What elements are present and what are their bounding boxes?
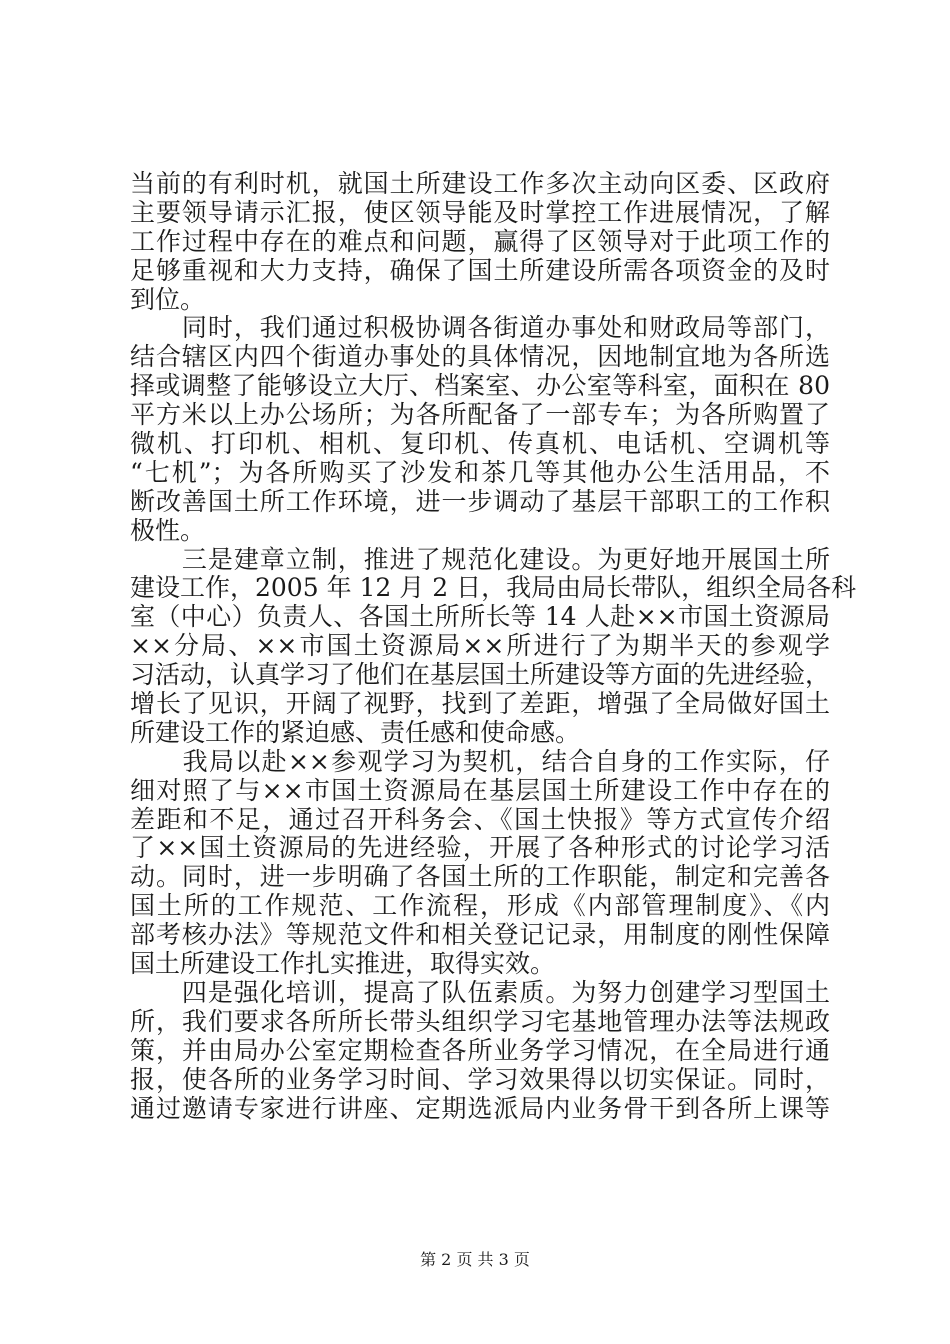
- text-line: 所建设工作的紧迫感、责任感和使命感。: [130, 717, 581, 747]
- text-line: 当前的有利时机，就国土所建设工作多次主动向区委、区政府: [130, 169, 830, 198]
- text-line: 所，我们要求各所所长带头组织学习宅基地管理办法等法规政: [130, 1006, 830, 1036]
- text-line: 动。同时，进一步明确了各国土所的工作职能，制定和完善各: [130, 862, 830, 892]
- text-line: 平方米以上办公场所；为各所配备了一部专车；为各所购置了: [130, 400, 830, 430]
- text-line: 差距和不足，通过召开科务会、《国土快报》等方式宣传介绍: [130, 804, 830, 834]
- text-line: 习活动，认真学习了他们在基层国土所建设等方面的先进经验，: [130, 660, 831, 690]
- page-footer: 第 2 页 共 3 页: [420, 1250, 530, 1269]
- text-line: 足够重视和大力支持，确保了国土所建设所需各项资金的及时: [130, 255, 830, 285]
- text-line: 通过邀请专家进行讲座、定期选派局内业务骨干到各所上课等: [130, 1093, 830, 1123]
- text-line: 国土所的工作规范、工作流程，形成《内部管理制度》、《内: [130, 891, 830, 921]
- text-line: 我局以赴××参观学习为契机，结合自身的工作实际，仔: [130, 746, 830, 776]
- text-line: 到位。: [130, 284, 206, 314]
- text-line: 室（中心）负责人、各国土所所长等 14 人赴××市国土资源局: [130, 602, 830, 632]
- text-line: 三是建章立制，推进了规范化建设。为更好地开展国土所: [130, 544, 830, 574]
- text-line: 四是强化培训，提高了队伍素质。为努力创建学习型国土: [130, 977, 830, 1007]
- text-line: 细对照了与××市国土资源局在基层国土所建设工作中存在的: [130, 775, 830, 805]
- text-line: “七机”；为各所购买了沙发和茶几等其他办公生活用品，不: [130, 457, 830, 487]
- text-line: 同时，我们通过积极协调各街道办事处和财政局等部门，: [130, 313, 830, 343]
- text-line: 了××国土资源局的先进经验，开展了各种形式的讨论学习活: [130, 833, 830, 863]
- text-line: 建设工作，2005 年 12 月 2 日，我局由局长带队，组织全局各科: [130, 573, 857, 603]
- text-line: 断改善国土所工作环境，进一步调动了基层干部职工的工作积: [130, 486, 830, 516]
- text-line: 增长了见识，开阔了视野，找到了差距，增强了全局做好国土: [130, 689, 830, 719]
- text-line: 极性。: [130, 515, 206, 545]
- text-line: 部考核办法》等规范文件和相关登记记录，用制度的刚性保障: [130, 920, 830, 950]
- text-line: 国土所建设工作扎实推进，取得实效。: [130, 949, 556, 979]
- text-line: ××分局、××市国土资源局××所进行了为期半天的参观学: [130, 631, 830, 661]
- text-line: 择或调整了能够设立大厅、档案室、办公室等科室，面积在 80: [130, 371, 830, 401]
- body-text: [130, 169, 857, 1123]
- text-line: 策，并由局办公室定期检查各所业务学习情况，在全局进行通: [130, 1035, 830, 1065]
- text-line: 微机、打印机、相机、复印机、传真机、电话机、空调机等: [130, 429, 830, 459]
- text-line: 报，使各所的业务学习时间、学习效果得以切实保证。同时，: [130, 1064, 830, 1094]
- text-line: 主要领导请示汇报，使区领导能及时掌控工作进展情况，了解: [130, 197, 830, 227]
- text-line: 工作过程中存在的难点和问题，赢得了区领导对于此项工作的: [130, 226, 830, 256]
- text-line: 结合辖区内四个街道办事处的具体情况，因地制宜地为各所选: [130, 342, 830, 372]
